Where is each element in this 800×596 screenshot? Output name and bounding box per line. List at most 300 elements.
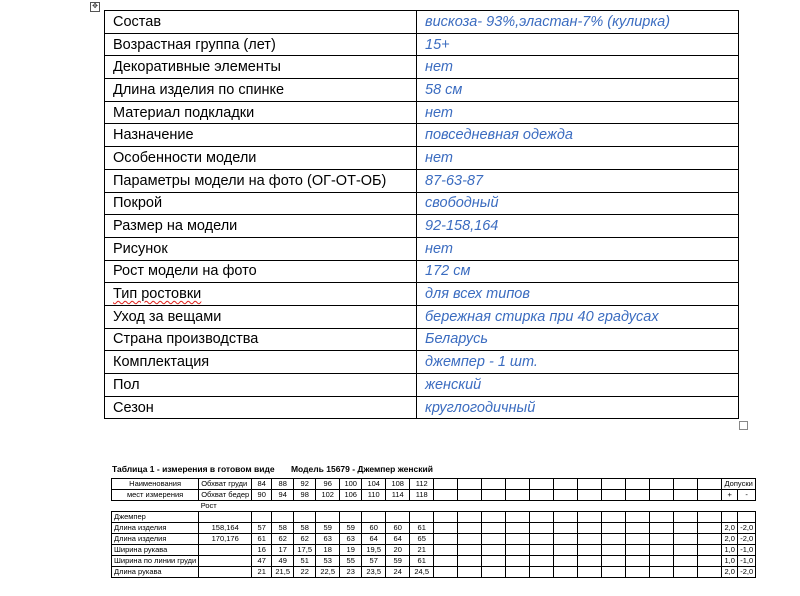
measure-value-cell: 61 xyxy=(410,556,434,567)
measure-value-cell: 22,5 xyxy=(316,567,340,578)
empty-cell xyxy=(386,512,410,523)
empty-cell xyxy=(434,490,458,501)
empty-cell xyxy=(530,567,554,578)
measure-value-cell: 23,5 xyxy=(362,567,386,578)
spec-value: нет xyxy=(417,101,739,124)
measure-gap-row xyxy=(112,501,756,512)
empty-cell xyxy=(458,567,482,578)
empty-cell xyxy=(530,545,554,556)
product-spec-table xyxy=(104,10,739,419)
spec-row xyxy=(105,328,739,351)
measure-value-cell: 65 xyxy=(410,534,434,545)
spec-row xyxy=(105,192,739,215)
spec-value: свободный xyxy=(417,192,739,215)
empty-cell xyxy=(602,567,626,578)
spec-row xyxy=(105,124,739,147)
measure-value-cell: 62 xyxy=(294,534,316,545)
measure-table xyxy=(111,478,756,578)
measure-value-cell: 61 xyxy=(410,523,434,534)
empty-cell xyxy=(530,490,554,501)
empty-cell xyxy=(530,523,554,534)
measure-value-cell: 19,5 xyxy=(362,545,386,556)
empty-cell xyxy=(530,556,554,567)
tolerance-label-cell: Допуски xyxy=(722,479,756,490)
spec-key-text: Комплектация xyxy=(113,354,210,371)
measure-value-cell: 64 xyxy=(386,534,410,545)
spec-row xyxy=(105,305,739,328)
spec-value: 58 см xyxy=(417,79,739,102)
empty-cell xyxy=(698,490,722,501)
measure-value-cell: 58 xyxy=(272,523,294,534)
spec-row xyxy=(105,33,739,56)
empty-cell xyxy=(340,512,362,523)
empty-cell xyxy=(738,501,756,512)
spec-key xyxy=(105,351,417,374)
hip-label-cell: Обхват бедер xyxy=(199,490,252,501)
empty-cell xyxy=(626,545,650,556)
spec-key xyxy=(105,215,417,238)
empty-cell xyxy=(506,501,530,512)
empty-cell xyxy=(554,534,578,545)
empty-cell xyxy=(626,534,650,545)
hip-value-cell: 94 xyxy=(272,490,294,501)
hip-value-cell: 98 xyxy=(294,490,316,501)
empty-cell xyxy=(722,512,738,523)
empty-cell xyxy=(554,545,578,556)
spec-row xyxy=(105,56,739,79)
empty-cell xyxy=(252,501,272,512)
spec-key xyxy=(105,374,417,397)
empty-cell xyxy=(602,534,626,545)
header-name-cell: Наименования xyxy=(112,479,199,490)
spec-row xyxy=(105,147,739,170)
measure-value-cell: 63 xyxy=(316,534,340,545)
measure-height-cell: 170,176 xyxy=(199,534,252,545)
tolerance-minus-cell: - xyxy=(738,490,756,501)
tolerance-minus-cell: -2,0 xyxy=(738,567,756,578)
empty-cell xyxy=(626,479,650,490)
spec-value: нет xyxy=(417,237,739,260)
empty-cell xyxy=(626,567,650,578)
chest-value-cell: 88 xyxy=(272,479,294,490)
empty-cell xyxy=(626,556,650,567)
spec-key xyxy=(105,11,417,34)
measure-value-cell: 60 xyxy=(362,523,386,534)
empty-cell xyxy=(602,523,626,534)
empty-cell xyxy=(386,501,410,512)
tolerance-minus-cell: -1,0 xyxy=(738,556,756,567)
spec-value: женский xyxy=(417,374,739,397)
measure-product-row xyxy=(112,512,756,523)
measure-name-cell: Длина рукава xyxy=(112,567,199,578)
measure-value-cell: 55 xyxy=(340,556,362,567)
spec-key xyxy=(105,396,417,419)
empty-cell xyxy=(626,501,650,512)
table-move-handle-icon[interactable]: ✥ xyxy=(90,2,100,12)
empty-cell xyxy=(626,523,650,534)
empty-cell xyxy=(602,490,626,501)
empty-cell xyxy=(674,479,698,490)
empty-cell xyxy=(578,501,602,512)
empty-cell xyxy=(316,512,340,523)
empty-cell xyxy=(482,567,506,578)
measure-data-row xyxy=(112,545,756,556)
empty-cell xyxy=(458,523,482,534)
measure-data-row xyxy=(112,523,756,534)
header-name-cell: мест измерения xyxy=(112,490,199,501)
tolerance-minus-cell: -2,0 xyxy=(738,534,756,545)
empty-cell xyxy=(458,501,482,512)
spec-key-text: Пол xyxy=(113,376,140,393)
empty-cell xyxy=(674,523,698,534)
empty-cell xyxy=(554,523,578,534)
measure-value-cell: 49 xyxy=(272,556,294,567)
empty-cell xyxy=(482,556,506,567)
measure-header-row xyxy=(112,490,756,501)
measure-value-cell: 59 xyxy=(316,523,340,534)
measure-value-cell: 51 xyxy=(294,556,316,567)
empty-cell xyxy=(434,479,458,490)
empty-cell xyxy=(698,545,722,556)
empty-cell xyxy=(530,512,554,523)
measure-value-cell: 57 xyxy=(362,556,386,567)
empty-cell xyxy=(482,534,506,545)
empty-cell xyxy=(554,556,578,567)
hip-value-cell: 118 xyxy=(410,490,434,501)
empty-cell xyxy=(530,479,554,490)
empty-cell xyxy=(458,490,482,501)
measure-height-cell xyxy=(199,545,252,556)
spec-value: для всех типов xyxy=(417,283,739,306)
spec-key xyxy=(105,169,417,192)
empty-cell xyxy=(554,501,578,512)
spec-key-text: Параметры модели на фото (ОГ-ОТ-ОБ) xyxy=(113,172,387,189)
spec-value: вискоза- 93%,эластан-7% (кулирка) xyxy=(417,11,739,34)
spec-row xyxy=(105,283,739,306)
spec-key xyxy=(105,328,417,351)
spec-key-text: Материал подкладки xyxy=(113,104,255,121)
measure-name-cell: Длина изделия xyxy=(112,523,199,534)
spec-value: бережная стирка при 40 градусах xyxy=(417,305,739,328)
measure-name-cell: Длина изделия xyxy=(112,534,199,545)
hip-value-cell: 90 xyxy=(252,490,272,501)
measure-value-cell: 24 xyxy=(386,567,410,578)
empty-cell xyxy=(434,556,458,567)
empty-cell xyxy=(410,512,434,523)
spec-key-text: Страна производства xyxy=(113,331,259,348)
empty-cell xyxy=(722,501,738,512)
spec-row xyxy=(105,79,739,102)
empty-cell xyxy=(650,479,674,490)
chest-value-cell: 96 xyxy=(316,479,340,490)
spec-value: джемпер - 1 шт. xyxy=(417,351,739,374)
measure-value-cell: 18 xyxy=(316,545,340,556)
tolerance-minus-cell: -2,0 xyxy=(738,523,756,534)
empty-cell xyxy=(698,512,722,523)
empty-cell xyxy=(458,479,482,490)
empty-cell xyxy=(578,545,602,556)
empty-cell xyxy=(410,501,434,512)
spec-key xyxy=(105,283,417,306)
empty-cell xyxy=(434,567,458,578)
height-label-cell: Рост xyxy=(199,501,252,512)
empty-cell xyxy=(272,512,294,523)
empty-cell xyxy=(698,556,722,567)
hip-value-cell: 106 xyxy=(340,490,362,501)
empty-cell xyxy=(482,523,506,534)
measure-value-cell: 22 xyxy=(294,567,316,578)
measure-height-cell: 158,164 xyxy=(199,523,252,534)
measure-value-cell: 59 xyxy=(386,556,410,567)
measure-value-cell: 21 xyxy=(410,545,434,556)
empty-cell xyxy=(578,490,602,501)
empty-cell xyxy=(578,523,602,534)
spec-value: круглогодичный xyxy=(417,396,739,419)
spec-value: повседневная одежда xyxy=(417,124,739,147)
empty-cell xyxy=(738,512,756,523)
measure-value-cell: 16 xyxy=(252,545,272,556)
measure-value-cell: 59 xyxy=(340,523,362,534)
chest-value-cell: 108 xyxy=(386,479,410,490)
empty-cell xyxy=(602,512,626,523)
empty-cell xyxy=(602,545,626,556)
empty-cell xyxy=(554,479,578,490)
empty-cell xyxy=(458,545,482,556)
empty-cell xyxy=(316,501,340,512)
spec-key-text: Сезон xyxy=(113,399,154,416)
empty-cell xyxy=(434,523,458,534)
empty-cell xyxy=(506,545,530,556)
empty-cell xyxy=(578,479,602,490)
spec-key-text: Декоративные элементы xyxy=(113,59,281,76)
spec-key xyxy=(105,192,417,215)
empty-cell xyxy=(650,512,674,523)
empty-cell xyxy=(506,512,530,523)
measure-value-cell: 21 xyxy=(252,567,272,578)
spec-key-text: Особенности модели xyxy=(113,149,257,166)
spec-row xyxy=(105,260,739,283)
measure-value-cell: 57 xyxy=(252,523,272,534)
measure-value-cell: 60 xyxy=(386,523,410,534)
empty-cell xyxy=(578,512,602,523)
tolerance-plus-cell: 2,0 xyxy=(722,567,738,578)
measure-data-row xyxy=(112,556,756,567)
spec-key xyxy=(105,147,417,170)
empty-cell xyxy=(434,545,458,556)
measure-value-cell: 47 xyxy=(252,556,272,567)
empty-cell xyxy=(530,534,554,545)
empty-cell xyxy=(458,534,482,545)
chest-value-cell: 112 xyxy=(410,479,434,490)
measure-value-cell: 21,5 xyxy=(272,567,294,578)
empty-cell xyxy=(626,490,650,501)
product-label-cell: Джемпер xyxy=(112,512,199,523)
spec-row xyxy=(105,101,739,124)
spec-value: нет xyxy=(417,147,739,170)
spec-key xyxy=(105,260,417,283)
empty-cell xyxy=(650,556,674,567)
spec-key xyxy=(105,101,417,124)
empty-cell xyxy=(294,512,316,523)
spec-key-text: Назначение xyxy=(113,127,194,144)
spec-key-text: Возрастная группа (лет) xyxy=(113,36,276,53)
hip-value-cell: 102 xyxy=(316,490,340,501)
tolerance-plus-cell: 1,0 xyxy=(722,545,738,556)
spec-key-text: Размер на модели xyxy=(113,218,238,235)
empty-cell xyxy=(272,501,294,512)
spec-key-text: Тип ростовки xyxy=(113,286,202,303)
measure-height-cell xyxy=(199,556,252,567)
spec-value: Беларусь xyxy=(417,328,739,351)
empty-cell xyxy=(602,556,626,567)
empty-cell xyxy=(650,501,674,512)
spec-key xyxy=(105,124,417,147)
empty-cell xyxy=(650,545,674,556)
spec-key-text: Длина изделия по спинке xyxy=(113,81,285,98)
empty-cell xyxy=(340,501,362,512)
empty-cell xyxy=(554,490,578,501)
empty-cell xyxy=(530,501,554,512)
measure-value-cell: 17 xyxy=(272,545,294,556)
measure-value-cell: 58 xyxy=(294,523,316,534)
empty-cell xyxy=(362,501,386,512)
spec-key xyxy=(105,56,417,79)
empty-cell xyxy=(506,479,530,490)
empty-cell xyxy=(362,512,386,523)
spec-key-text: Уход за вещами xyxy=(113,308,222,325)
empty-cell xyxy=(482,479,506,490)
measure-name-cell: Ширина по линии груди xyxy=(112,556,199,567)
tolerance-minus-cell: -1,0 xyxy=(738,545,756,556)
hip-value-cell: 110 xyxy=(362,490,386,501)
empty-cell xyxy=(674,545,698,556)
empty-cell xyxy=(482,512,506,523)
measure-data-row xyxy=(112,534,756,545)
tolerance-plus-cell: 2,0 xyxy=(722,534,738,545)
measure-value-cell: 64 xyxy=(362,534,386,545)
empty-cell xyxy=(506,534,530,545)
empty-cell xyxy=(578,567,602,578)
empty-cell xyxy=(482,545,506,556)
empty-cell xyxy=(434,501,458,512)
spec-key xyxy=(105,237,417,260)
spec-value: 15+ xyxy=(417,33,739,56)
empty-cell xyxy=(506,523,530,534)
spec-key-text: Покрой xyxy=(113,195,163,212)
spec-row xyxy=(105,215,739,238)
empty-cell xyxy=(578,556,602,567)
spec-key-text: Рост модели на фото xyxy=(113,263,257,280)
spec-row xyxy=(105,396,739,419)
empty-cell xyxy=(112,501,199,512)
measure-value-cell: 62 xyxy=(272,534,294,545)
empty-cell xyxy=(506,556,530,567)
empty-cell xyxy=(626,512,650,523)
measure-value-cell: 53 xyxy=(316,556,340,567)
measure-value-cell: 19 xyxy=(340,545,362,556)
measure-value-cell: 24,5 xyxy=(410,567,434,578)
hip-value-cell: 114 xyxy=(386,490,410,501)
spec-row xyxy=(105,11,739,34)
measure-value-cell: 63 xyxy=(340,534,362,545)
spec-row xyxy=(105,237,739,260)
empty-cell xyxy=(506,567,530,578)
empty-cell xyxy=(199,512,252,523)
spec-value: нет xyxy=(417,56,739,79)
empty-cell xyxy=(698,479,722,490)
spec-key xyxy=(105,305,417,328)
measure-height-cell xyxy=(199,567,252,578)
tolerance-plus-cell: + xyxy=(722,490,738,501)
empty-cell xyxy=(674,512,698,523)
measure-name-cell: Ширина рукава xyxy=(112,545,199,556)
spec-row xyxy=(105,351,739,374)
chest-label-cell: Обхват груди xyxy=(199,479,252,490)
empty-cell xyxy=(482,490,506,501)
empty-cell xyxy=(650,534,674,545)
empty-cell xyxy=(698,534,722,545)
measure-data-row xyxy=(112,567,756,578)
spec-value: 92-158,164 xyxy=(417,215,739,238)
empty-cell xyxy=(554,512,578,523)
empty-cell xyxy=(674,567,698,578)
spec-row xyxy=(105,169,739,192)
spec-value: 87-63-87 xyxy=(417,169,739,192)
empty-cell xyxy=(674,534,698,545)
empty-cell xyxy=(578,534,602,545)
spec-key xyxy=(105,33,417,56)
measure-header-row xyxy=(112,479,756,490)
empty-cell xyxy=(602,479,626,490)
empty-cell xyxy=(698,501,722,512)
chest-value-cell: 92 xyxy=(294,479,316,490)
empty-cell xyxy=(602,501,626,512)
measure-value-cell: 17,5 xyxy=(294,545,316,556)
empty-cell xyxy=(674,556,698,567)
empty-cell xyxy=(674,501,698,512)
chest-value-cell: 84 xyxy=(252,479,272,490)
empty-cell xyxy=(554,567,578,578)
empty-cell xyxy=(698,523,722,534)
empty-cell xyxy=(506,490,530,501)
measure-model-text: Модель 15679 - Джемпер женский xyxy=(290,464,433,474)
empty-cell xyxy=(252,512,272,523)
empty-cell xyxy=(434,512,458,523)
spec-value: 172 см xyxy=(417,260,739,283)
empty-cell xyxy=(650,523,674,534)
tolerance-plus-cell: 1,0 xyxy=(722,556,738,567)
empty-cell xyxy=(458,556,482,567)
spec-row xyxy=(105,374,739,397)
spec-key-text: Состав xyxy=(113,13,162,30)
chest-value-cell: 100 xyxy=(340,479,362,490)
empty-cell xyxy=(434,534,458,545)
empty-cell xyxy=(482,501,506,512)
tolerance-plus-cell: 2,0 xyxy=(722,523,738,534)
empty-cell xyxy=(674,490,698,501)
measure-value-cell: 23 xyxy=(340,567,362,578)
empty-cell xyxy=(650,490,674,501)
empty-cell xyxy=(458,512,482,523)
measure-value-cell: 20 xyxy=(386,545,410,556)
spec-key xyxy=(105,79,417,102)
measure-value-cell: 61 xyxy=(252,534,272,545)
empty-cell xyxy=(698,567,722,578)
spec-key-text: Рисунок xyxy=(113,240,168,257)
table-resize-handle[interactable] xyxy=(739,421,748,430)
empty-cell xyxy=(294,501,316,512)
measure-title-text: Таблица 1 - измерения в готовом виде xyxy=(112,464,275,474)
